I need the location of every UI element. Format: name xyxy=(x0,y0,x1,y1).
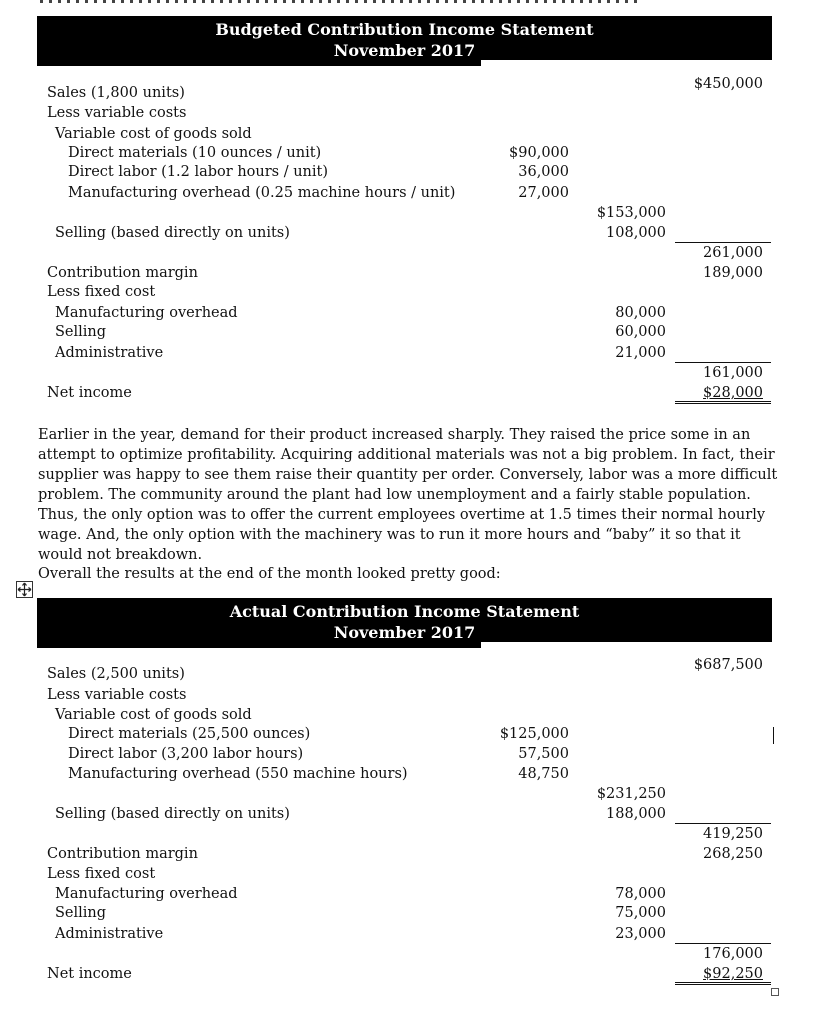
less-variable-label: Less variable costs xyxy=(47,687,187,703)
manufacturing-overhead-value: 27,000 xyxy=(518,185,569,201)
text-cursor xyxy=(773,727,774,744)
sales-value: $450,000 xyxy=(693,76,763,92)
direct-materials-label: Direct materials (10 ounces / unit) xyxy=(68,145,322,161)
vcogs-total: $231,250 xyxy=(596,786,666,802)
direct-materials-value: $90,000 xyxy=(509,145,569,161)
subtotal-rule xyxy=(675,823,771,824)
direct-labor-value: 36,000 xyxy=(518,164,569,180)
subtotal-rule xyxy=(675,242,771,243)
direct-labor-label: Direct labor (1.2 labor hours / unit) xyxy=(68,164,329,180)
fixed-costs-total: 176,000 xyxy=(703,946,763,962)
manufacturing-overhead-label: Manufacturing overhead (0.25 machine hours / unit) xyxy=(68,185,456,201)
variable-costs-total: 419,250 xyxy=(703,826,763,842)
fixed-costs-total: 161,000 xyxy=(703,365,763,381)
manufacturing-overhead-label: Manufacturing overhead (550 machine hours) xyxy=(68,766,408,782)
net-income-value: $28,000 xyxy=(703,385,763,401)
vcogs-total: $153,000 xyxy=(596,205,666,221)
budgeted-title: Budgeted Contribution Income Statement xyxy=(215,20,594,39)
selling-variable-label: Selling (based directly on units) xyxy=(55,806,290,822)
vcogs-label: Variable cost of goods sold xyxy=(55,707,252,723)
selling-variable-value: 188,000 xyxy=(606,806,666,822)
selling-variable-label: Selling (based directly on units) xyxy=(55,225,290,241)
variable-costs-total: 261,000 xyxy=(703,245,763,261)
actual-period: November 2017 xyxy=(333,623,476,642)
direct-materials-value: $125,000 xyxy=(499,726,569,742)
fixed-overhead-value: 80,000 xyxy=(615,305,666,321)
contribution-margin-label: Contribution margin xyxy=(47,265,198,281)
direct-labor-value: 57,500 xyxy=(518,746,569,762)
fixed-selling-value: 75,000 xyxy=(615,905,666,921)
net-income-value: $92,250 xyxy=(703,966,763,982)
fixed-overhead-value: 78,000 xyxy=(615,886,666,902)
less-fixed-label: Less fixed cost xyxy=(47,284,156,300)
clipped-previous-line xyxy=(40,0,640,3)
direct-labor-label: Direct labor (3,200 labor hours) xyxy=(68,746,304,762)
vcogs-label: Variable cost of goods sold xyxy=(55,126,252,142)
contribution-margin-label: Contribution margin xyxy=(47,846,198,862)
narrative-paragraph: Earlier in the year, demand for their product increased sharply. They raised the price some in an attempt to optimize profitability. Acquiring additional materials was not a big problem. In fact, their supplier was happy to see them raise their quantity per order. Conversely, labor was a more difficult problem. The community around the plant had low unemployment and a fairly stable population. Thus, the only option was to offer the current employees overtime at 1.5 times their normal hourly wage. And, the only option with the machinery was to run it more hours and “baby” it so that it would not breakdown. xyxy=(38,427,778,563)
less-fixed-label: Less fixed cost xyxy=(47,866,156,882)
contribution-margin-value: 189,000 xyxy=(703,265,763,281)
net-income-label: Net income xyxy=(47,966,132,982)
sales-value: $687,500 xyxy=(693,657,763,673)
direct-materials-label: Direct materials (25,500 ounces) xyxy=(68,726,311,742)
fixed-overhead-label: Manufacturing overhead xyxy=(55,305,238,321)
overall-results-text: Overall the results at the end of the month looked pretty good: xyxy=(38,566,501,582)
net-income-double-rule xyxy=(675,401,771,402)
administrative-label: Administrative xyxy=(55,345,164,361)
net-income-double-rule xyxy=(675,982,771,983)
fixed-selling-label: Selling xyxy=(55,905,107,921)
less-variable-label: Less variable costs xyxy=(47,105,187,121)
manufacturing-overhead-value: 48,750 xyxy=(518,766,569,782)
actual-title: Actual Contribution Income Statement xyxy=(229,602,580,621)
administrative-value: 21,000 xyxy=(615,345,666,361)
fixed-total-rule xyxy=(675,362,771,363)
fixed-selling-value: 60,000 xyxy=(615,324,666,340)
fixed-total-rule xyxy=(675,943,771,944)
sales-label: Sales (2,500 units) xyxy=(47,666,185,682)
administrative-value: 23,000 xyxy=(615,926,666,942)
selling-variable-value: 108,000 xyxy=(606,225,666,241)
fixed-overhead-label: Manufacturing overhead xyxy=(55,886,238,902)
sales-label: Sales (1,800 units) xyxy=(47,85,185,101)
fixed-selling-label: Selling xyxy=(55,324,107,340)
table-resize-handle-icon[interactable] xyxy=(771,988,779,996)
administrative-label: Administrative xyxy=(55,926,164,942)
contribution-margin-value: 268,250 xyxy=(703,846,763,862)
budgeted-period: November 2017 xyxy=(333,41,476,60)
table-move-handle-icon[interactable] xyxy=(16,581,33,598)
net-income-label: Net income xyxy=(47,385,132,401)
